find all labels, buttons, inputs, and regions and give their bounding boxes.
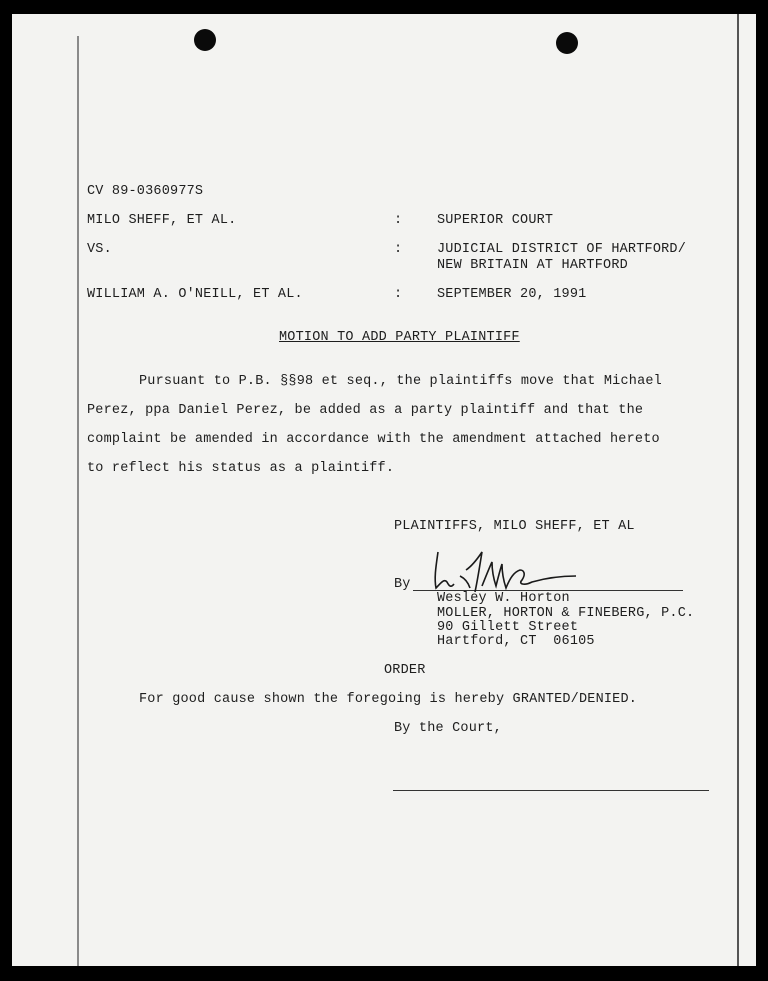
punch-hole-left: [194, 29, 216, 51]
body-line: complaint be amended in accordance with the amendment attached hereto: [87, 432, 660, 447]
body-line: Pursuant to P.B. §§98 et seq., the plaintiffs move that Michael: [139, 374, 662, 389]
caption-colon: :: [394, 242, 403, 257]
firm-street: 90 Gillett Street: [437, 620, 579, 635]
body-line: to reflect his status as a plaintiff.: [87, 461, 395, 476]
left-margin-rule: [77, 36, 79, 966]
motion-date: SEPTEMBER 20, 1991: [437, 287, 587, 302]
court-name: SUPERIOR COURT: [437, 213, 554, 228]
document-page: [12, 14, 756, 966]
versus-label: VS.: [87, 242, 112, 257]
caption-colon: :: [394, 287, 403, 302]
signature-party: PLAINTIFFS, MILO SHEFF, ET AL: [394, 519, 635, 534]
order-text: For good cause shown the foregoing is hereby GRANTED/DENIED.: [139, 692, 638, 707]
plaintiff-name: MILO SHEFF, ET AL.: [87, 213, 237, 228]
docket-number: CV 89-0360977S: [87, 184, 204, 199]
right-margin-rule: [737, 14, 739, 966]
punch-hole-right: [556, 32, 578, 54]
district-line-1: JUDICIAL DISTRICT OF HARTFORD/: [437, 242, 687, 257]
law-firm: MOLLER, HORTON & FINEBERG, P.C.: [437, 606, 695, 621]
order-heading: ORDER: [384, 663, 426, 678]
motion-title: MOTION TO ADD PARTY PLAINTIFF: [279, 330, 520, 345]
attorney-name: Wesley W. Horton: [437, 591, 570, 606]
court-signature-line: [393, 790, 709, 791]
by-the-court: By the Court,: [394, 721, 502, 736]
body-line: Perez, ppa Daniel Perez, be added as a party plaintiff and that the: [87, 403, 644, 418]
defendant-name: WILLIAM A. O'NEILL, ET AL.: [87, 287, 303, 302]
by-label: By: [394, 577, 411, 592]
firm-city: Hartford, CT 06105: [437, 634, 595, 649]
caption-colon: :: [394, 213, 403, 228]
district-line-2: NEW BRITAIN AT HARTFORD: [437, 258, 628, 273]
